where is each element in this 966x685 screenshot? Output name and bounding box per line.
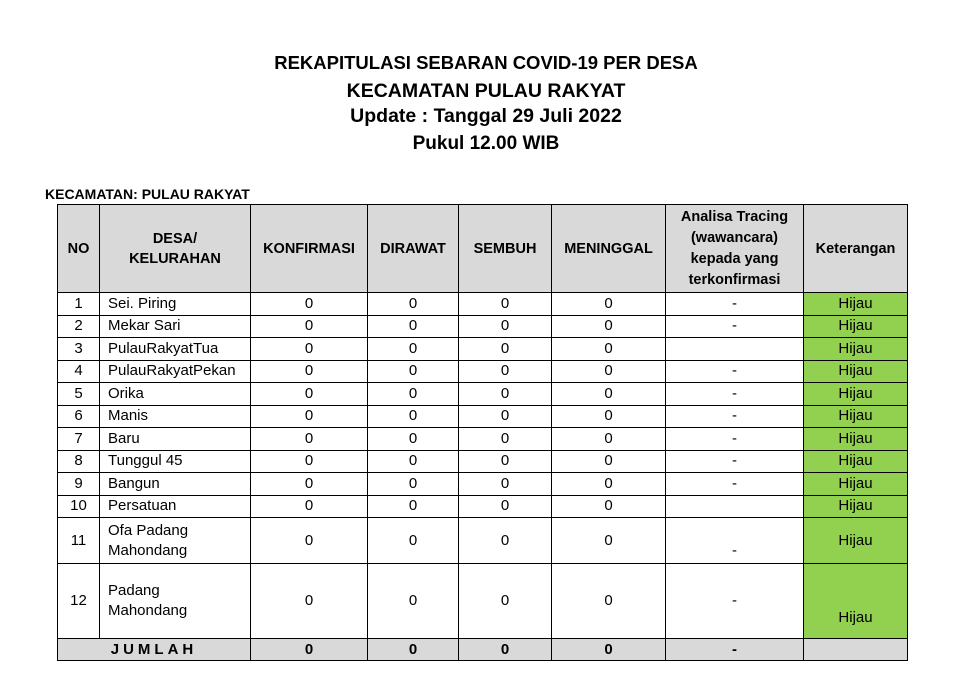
cell-keterangan: Hijau [804, 495, 908, 518]
cell-konfirmasi: 0 [251, 405, 368, 428]
table-row [58, 564, 908, 639]
cell-dirawat: 0 [368, 428, 459, 451]
cell-konfirmasi: 0 [251, 338, 368, 361]
cell-keterangan: Hijau [804, 293, 908, 316]
header-no: NO [58, 205, 100, 293]
cell-tracing: - [666, 473, 804, 496]
cell-desa-line-1: Ofa Padang [108, 521, 189, 539]
cell-keterangan: Hijau [804, 338, 908, 361]
total-label: JUMLAH [58, 639, 251, 661]
cell-meninggal: 0 [552, 360, 666, 383]
cell-meninggal: 0 [552, 473, 666, 496]
cell-meninggal: 0 [552, 518, 666, 564]
cell-desa: PulauRakyatPekan [100, 360, 251, 383]
title-line-1: REKAPITULASI SEBARAN COVID-19 PER DESA [274, 52, 698, 73]
cell-desa [100, 564, 251, 639]
total-dirawat: 0 [368, 639, 459, 661]
cell-desa: PulauRakyatTua [100, 338, 251, 361]
header-tracing-line-1: Analisa Tracing [680, 208, 789, 225]
cell-dirawat: 0 [368, 473, 459, 496]
cell-konfirmasi: 0 [251, 360, 368, 383]
total-row [58, 639, 908, 661]
cell-keterangan: Hijau [804, 450, 908, 473]
cell-konfirmasi: 0 [251, 518, 368, 564]
cell-konfirmasi: 0 [251, 428, 368, 451]
total-sembuh: 0 [459, 639, 552, 661]
cell-desa-line-1: Padang [108, 582, 160, 599]
cell-dirawat: 0 [368, 315, 459, 338]
cell-meninggal: 0 [552, 428, 666, 451]
cell-no: 12 [58, 564, 100, 639]
cell-tracing: - [666, 405, 804, 428]
cell-tracing: - [666, 518, 804, 564]
report-title [0, 50, 966, 157]
cell-sembuh: 0 [459, 450, 552, 473]
header-keterangan: Keterangan [804, 205, 908, 293]
cell-no: 7 [58, 428, 100, 451]
cell-sembuh: 0 [459, 428, 552, 451]
cell-desa: Baru [100, 428, 251, 451]
cell-sembuh: 0 [459, 293, 552, 316]
cell-desa-line-2: Mahondang [108, 602, 188, 619]
cell-meninggal: 0 [552, 315, 666, 338]
cell-tracing: - [666, 383, 804, 406]
cell-keterangan: Hijau [804, 518, 908, 564]
cell-no: 3 [58, 338, 100, 361]
title-line-2: KECAMATAN PULAU RAKYAT [346, 80, 626, 102]
cell-konfirmasi: 0 [251, 450, 368, 473]
cell-meninggal: 0 [552, 495, 666, 518]
cell-meninggal: 0 [552, 450, 666, 473]
header-dirawat: DIRAWAT [368, 205, 459, 293]
table-row [58, 428, 908, 451]
cell-tracing [666, 338, 804, 361]
cell-sembuh: 0 [459, 360, 552, 383]
header-desa-line-1: DESA/ [152, 230, 198, 247]
cell-dirawat: 0 [368, 518, 459, 564]
cell-no: 9 [58, 473, 100, 496]
cell-tracing: - [666, 360, 804, 383]
table-header-row [58, 205, 908, 293]
cell-desa-line-2: Mahondang [108, 541, 188, 559]
total-keterangan [804, 639, 908, 661]
cell-konfirmasi: 0 [251, 495, 368, 518]
cell-dirawat: 0 [368, 450, 459, 473]
cell-dirawat: 0 [368, 495, 459, 518]
cell-sembuh: 0 [459, 518, 552, 564]
cell-desa: Bangun [100, 473, 251, 496]
cell-sembuh: 0 [459, 405, 552, 428]
header-tracing-line-3: kepada yang [690, 250, 779, 267]
cell-dirawat: 0 [368, 383, 459, 406]
cell-sembuh: 0 [459, 564, 552, 639]
title-line-3: Update : Tanggal 29 Juli 2022 [350, 105, 622, 127]
total-tracing: - [666, 639, 804, 661]
table-row [58, 315, 908, 338]
table-row [58, 293, 908, 316]
table-row [58, 473, 908, 496]
table-row [58, 518, 908, 564]
cell-desa: Persatuan [100, 495, 251, 518]
header-desa-line-2: KELURAHAN [129, 250, 221, 267]
total-konfirmasi: 0 [251, 639, 368, 661]
cell-no: 8 [58, 450, 100, 473]
table-row [58, 495, 908, 518]
cell-desa: Orika [100, 383, 251, 406]
cell-dirawat: 0 [368, 360, 459, 383]
cell-meninggal: 0 [552, 293, 666, 316]
cell-tracing: - [666, 564, 804, 639]
table-row [58, 338, 908, 361]
cell-keterangan: Hijau [804, 473, 908, 496]
cell-sembuh: 0 [459, 383, 552, 406]
cell-meninggal: 0 [552, 383, 666, 406]
cell-keterangan: Hijau [804, 315, 908, 338]
cell-tracing: - [666, 293, 804, 316]
cell-konfirmasi: 0 [251, 564, 368, 639]
cell-keterangan: Hijau [804, 428, 908, 451]
cell-no: 4 [58, 360, 100, 383]
cell-dirawat: 0 [368, 338, 459, 361]
cell-tracing: - [666, 428, 804, 451]
cell-no: 1 [58, 293, 100, 316]
kecamatan-label: KECAMATAN: PULAU RAKYAT [45, 186, 250, 202]
header-tracing-line-4: terkonfirmasi [688, 271, 781, 288]
header-konfirmasi: KONFIRMASI [251, 205, 368, 293]
cell-desa: Manis [100, 405, 251, 428]
cell-tracing [666, 495, 804, 518]
table-row [58, 450, 908, 473]
cell-keterangan: Hijau [804, 564, 908, 639]
total-meninggal: 0 [552, 639, 666, 661]
cell-keterangan: Hijau [804, 383, 908, 406]
cell-no: 5 [58, 383, 100, 406]
cell-tracing: - [666, 450, 804, 473]
cell-no: 2 [58, 315, 100, 338]
rekap-table [57, 204, 908, 661]
header-tracing [666, 205, 804, 293]
cell-tracing: - [666, 315, 804, 338]
header-tracing-line-2: (wawancara) [690, 229, 779, 246]
cell-meninggal: 0 [552, 405, 666, 428]
cell-sembuh: 0 [459, 495, 552, 518]
cell-konfirmasi: 0 [251, 473, 368, 496]
cell-meninggal: 0 [552, 564, 666, 639]
cell-keterangan: Hijau [804, 360, 908, 383]
cell-konfirmasi: 0 [251, 383, 368, 406]
table-row [58, 383, 908, 406]
title-line-4: Pukul 12.00 WIB [412, 133, 560, 154]
cell-dirawat: 0 [368, 405, 459, 428]
cell-sembuh: 0 [459, 315, 552, 338]
header-meninggal: MENINGGAL [552, 205, 666, 293]
cell-keterangan: Hijau [804, 405, 908, 428]
cell-desa [100, 518, 251, 564]
cell-no: 11 [58, 518, 100, 564]
cell-no: 6 [58, 405, 100, 428]
table-row [58, 360, 908, 383]
cell-desa: Mekar Sari [100, 315, 251, 338]
cell-no: 10 [58, 495, 100, 518]
header-desa [100, 205, 251, 293]
cell-dirawat: 0 [368, 293, 459, 316]
cell-sembuh: 0 [459, 473, 552, 496]
cell-dirawat: 0 [368, 564, 459, 639]
cell-konfirmasi: 0 [251, 315, 368, 338]
cell-desa: Tunggul 45 [100, 450, 251, 473]
cell-desa: Sei. Piring [100, 293, 251, 316]
cell-sembuh: 0 [459, 338, 552, 361]
table-row [58, 405, 908, 428]
cell-meninggal: 0 [552, 338, 666, 361]
cell-konfirmasi: 0 [251, 293, 368, 316]
header-sembuh: SEMBUH [459, 205, 552, 293]
